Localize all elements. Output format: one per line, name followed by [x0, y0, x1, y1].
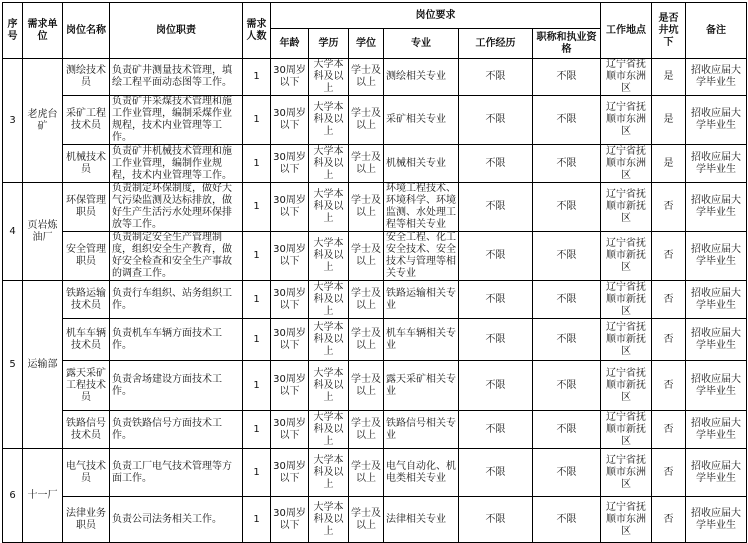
age-cell: 30周岁以下 — [271, 59, 309, 96]
table-row — [3, 361, 747, 411]
location-cell: 辽宁省抚顺市新抚区 — [601, 411, 652, 449]
count-cell: 1 — [243, 145, 271, 183]
remark-cell: 招收应届大学毕业生 — [686, 319, 747, 361]
unit-cell: 运输部 — [23, 281, 63, 449]
duty-cell: 负责制定安全生产管理制度，组织安全生产教育，做好安全检查和安全生产事故的调查工作。 — [110, 232, 243, 281]
major-cell: 铁路运输相关专业 — [384, 281, 459, 319]
duty-cell: 负责矿井采煤技术管理和施工作业管理，编制采煤作业规程，技术内业管理等工作。 — [110, 96, 243, 145]
count-cell: 1 — [243, 183, 271, 232]
table-row — [3, 96, 747, 145]
position-cell: 铁路信号技术员 — [63, 411, 110, 449]
age-cell: 30周岁以下 — [271, 449, 309, 497]
qualification-cell: 不限 — [533, 411, 601, 449]
age-cell: 30周岁以下 — [271, 411, 309, 449]
underground-cell: 否 — [652, 232, 686, 281]
remark-cell: 招收应届大学毕业生 — [686, 411, 747, 449]
position-cell: 测绘技术员 — [63, 59, 110, 96]
location-cell: 辽宁省抚顺市东洲区 — [601, 449, 652, 497]
header-title-qual: 职称和执业资格 — [533, 29, 601, 59]
seq-cell: 3 — [3, 59, 23, 183]
qualification-cell: 不限 — [533, 319, 601, 361]
seq-cell: 4 — [3, 183, 23, 281]
degree-cell: 学士及以上 — [349, 411, 384, 449]
degree-cell: 学士及以上 — [349, 361, 384, 411]
position-cell: 露天采矿工程技术员 — [63, 361, 110, 411]
education-cell: 大学本科及以上 — [309, 96, 349, 145]
underground-cell: 否 — [652, 281, 686, 319]
table-row — [3, 232, 747, 281]
underground-cell: 否 — [652, 449, 686, 497]
degree-cell: 学士及以上 — [349, 59, 384, 96]
education-cell: 大学本科及以上 — [309, 183, 349, 232]
recruitment-table — [2, 2, 747, 543]
qualification-cell: 不限 — [533, 497, 601, 543]
education-cell: 大学本科及以上 — [309, 449, 349, 497]
experience-cell: 不限 — [459, 319, 533, 361]
major-cell: 测绘相关专业 — [384, 59, 459, 96]
underground-cell: 否 — [652, 411, 686, 449]
position-cell: 安全管理职员 — [63, 232, 110, 281]
remark-cell: 招收应届大学毕业生 — [686, 96, 747, 145]
table-row — [3, 497, 747, 543]
header-duty: 岗位职责 — [110, 3, 243, 59]
qualification-cell: 不限 — [533, 232, 601, 281]
header-requirements: 岗位要求 — [271, 3, 601, 29]
table-row — [3, 319, 747, 361]
education-cell: 大学本科及以上 — [309, 281, 349, 319]
header-seq: 序号 — [3, 3, 23, 59]
header-underground: 是否井坑下 — [652, 3, 686, 59]
remark-cell: 招收应届大学毕业生 — [686, 232, 747, 281]
duty-cell: 负责公司法务相关工作。 — [110, 497, 243, 543]
major-cell: 采矿相关专业 — [384, 96, 459, 145]
location-cell: 辽宁省抚顺市新抚区 — [601, 281, 652, 319]
remark-cell: 招收应届大学毕业生 — [686, 449, 747, 497]
position-cell: 机械技术员 — [63, 145, 110, 183]
remark-cell: 招收应届大学毕业生 — [686, 361, 747, 411]
header-count: 需求人数 — [243, 3, 271, 59]
qualification-cell: 不限 — [533, 145, 601, 183]
underground-cell: 否 — [652, 183, 686, 232]
duty-cell: 负责制定环保制度，做好大气污染监测及达标排放，做好生产生活污水处理环保排放等工作。 — [110, 183, 243, 232]
table-row — [3, 59, 747, 96]
duty-cell: 负责机车车辆方面技术工作。 — [110, 319, 243, 361]
experience-cell: 不限 — [459, 59, 533, 96]
remark-cell: 招收应届大学毕业生 — [686, 497, 747, 543]
table-body — [3, 59, 747, 543]
header-location: 工作地点 — [601, 3, 652, 59]
qualification-cell: 不限 — [533, 96, 601, 145]
header-remark: 备注 — [686, 3, 747, 59]
duty-cell: 负责矿井机械技术管理和施工作业管理，编制作业规程，技术内业管理等工作。 — [110, 145, 243, 183]
unit-cell: 老虎台矿 — [23, 59, 63, 183]
location-cell: 辽宁省抚顺市新抚区 — [601, 232, 652, 281]
degree-cell: 学士及以上 — [349, 319, 384, 361]
header-degree: 学位 — [349, 29, 384, 59]
education-cell: 大学本科及以上 — [309, 319, 349, 361]
count-cell: 1 — [243, 96, 271, 145]
position-cell: 铁路运输技术员 — [63, 281, 110, 319]
experience-cell: 不限 — [459, 232, 533, 281]
underground-cell: 否 — [652, 361, 686, 411]
underground-cell: 否 — [652, 319, 686, 361]
underground-cell: 是 — [652, 59, 686, 96]
recruitment-table-container — [2, 2, 747, 543]
seq-cell: 6 — [3, 449, 23, 543]
header-position: 岗位名称 — [63, 3, 110, 59]
age-cell: 30周岁以下 — [271, 232, 309, 281]
position-cell: 机车车辆技术员 — [63, 319, 110, 361]
qualification-cell: 不限 — [533, 449, 601, 497]
count-cell: 1 — [243, 361, 271, 411]
experience-cell: 不限 — [459, 449, 533, 497]
location-cell: 辽宁省抚顺市东洲区 — [601, 59, 652, 96]
major-cell: 机车车辆相关专业 — [384, 319, 459, 361]
header-education: 学历 — [309, 29, 349, 59]
education-cell: 大学本科及以上 — [309, 361, 349, 411]
location-cell: 辽宁省抚顺市东洲区 — [601, 497, 652, 543]
age-cell: 30周岁以下 — [271, 319, 309, 361]
header-age: 年龄 — [271, 29, 309, 59]
duty-cell: 负责铁路信号方面技术工作。 — [110, 411, 243, 449]
position-cell: 电气技术员 — [63, 449, 110, 497]
location-cell: 辽宁省抚顺市东洲区 — [601, 96, 652, 145]
age-cell: 30周岁以下 — [271, 96, 309, 145]
education-cell: 大学本科及以上 — [309, 59, 349, 96]
table-row — [3, 145, 747, 183]
degree-cell: 学士及以上 — [349, 281, 384, 319]
count-cell: 1 — [243, 319, 271, 361]
header-unit: 需求单位 — [23, 3, 63, 59]
major-cell: 电气自动化、机电类相关专业 — [384, 449, 459, 497]
degree-cell: 学士及以上 — [349, 145, 384, 183]
count-cell: 1 — [243, 59, 271, 96]
underground-cell: 是 — [652, 96, 686, 145]
degree-cell: 学士及以上 — [349, 232, 384, 281]
degree-cell: 学士及以上 — [349, 449, 384, 497]
qualification-cell: 不限 — [533, 59, 601, 96]
degree-cell: 学士及以上 — [349, 96, 384, 145]
duty-cell: 负责工厂电气技术管理等方面工作。 — [110, 449, 243, 497]
count-cell: 1 — [243, 281, 271, 319]
duty-cell: 负责舍场建设方面技术工作。 — [110, 361, 243, 411]
experience-cell: 不限 — [459, 96, 533, 145]
major-cell: 法律相关专业 — [384, 497, 459, 543]
age-cell: 30周岁以下 — [271, 145, 309, 183]
experience-cell: 不限 — [459, 497, 533, 543]
experience-cell: 不限 — [459, 411, 533, 449]
major-cell: 露天采矿相关专业 — [384, 361, 459, 411]
qualification-cell: 不限 — [533, 183, 601, 232]
age-cell: 30周岁以下 — [271, 361, 309, 411]
location-cell: 辽宁省抚顺市新抚区 — [601, 183, 652, 232]
unit-cell: 十一厂 — [23, 449, 63, 543]
qualification-cell: 不限 — [533, 361, 601, 411]
major-cell: 安全工程、化工安全技术、安全技术与管理等相关专业 — [384, 232, 459, 281]
education-cell: 大学本科及以上 — [309, 145, 349, 183]
education-cell: 大学本科及以上 — [309, 411, 349, 449]
header-major: 专业 — [384, 29, 459, 59]
major-cell: 铁路信号相关专业 — [384, 411, 459, 449]
duty-cell: 负责矿井测量技术管理，填绘工程平面动态图等工作。 — [110, 59, 243, 96]
experience-cell: 不限 — [459, 361, 533, 411]
count-cell: 1 — [243, 497, 271, 543]
major-cell: 机械相关专业 — [384, 145, 459, 183]
education-cell: 大学本科及以上 — [309, 497, 349, 543]
age-cell: 30周岁以下 — [271, 497, 309, 543]
qualification-cell: 不限 — [533, 281, 601, 319]
underground-cell: 是 — [652, 145, 686, 183]
position-cell: 法律业务职员 — [63, 497, 110, 543]
degree-cell: 学士及以上 — [349, 497, 384, 543]
remark-cell: 招收应届大学毕业生 — [686, 281, 747, 319]
position-cell: 环保管理职员 — [63, 183, 110, 232]
major-cell: 环境工程技术、环境科学、环境监测、水处理工程等相关专业 — [384, 183, 459, 232]
underground-cell: 否 — [652, 497, 686, 543]
table-row — [3, 449, 747, 497]
unit-cell: 页岩炼油厂 — [23, 183, 63, 281]
header-experience: 工作经历 — [459, 29, 533, 59]
seq-cell: 5 — [3, 281, 23, 449]
age-cell: 30周岁以下 — [271, 281, 309, 319]
age-cell: 30周岁以下 — [271, 183, 309, 232]
table-row — [3, 281, 747, 319]
location-cell: 辽宁省抚顺市新抚区 — [601, 361, 652, 411]
count-cell: 1 — [243, 232, 271, 281]
education-cell: 大学本科及以上 — [309, 232, 349, 281]
table-row — [3, 183, 747, 232]
location-cell: 辽宁省抚顺市东洲区 — [601, 145, 652, 183]
experience-cell: 不限 — [459, 145, 533, 183]
remark-cell: 招收应届大学毕业生 — [686, 183, 747, 232]
duty-cell: 负责行车组织、站务组织工作。 — [110, 281, 243, 319]
experience-cell: 不限 — [459, 281, 533, 319]
experience-cell: 不限 — [459, 183, 533, 232]
remark-cell: 招收应届大学毕业生 — [686, 145, 747, 183]
location-cell: 辽宁省抚顺市新抚区 — [601, 319, 652, 361]
count-cell: 1 — [243, 411, 271, 449]
position-cell: 采矿工程技术员 — [63, 96, 110, 145]
degree-cell: 学士及以上 — [349, 183, 384, 232]
remark-cell: 招收应届大学毕业生 — [686, 59, 747, 96]
table-row — [3, 411, 747, 449]
count-cell: 1 — [243, 449, 271, 497]
